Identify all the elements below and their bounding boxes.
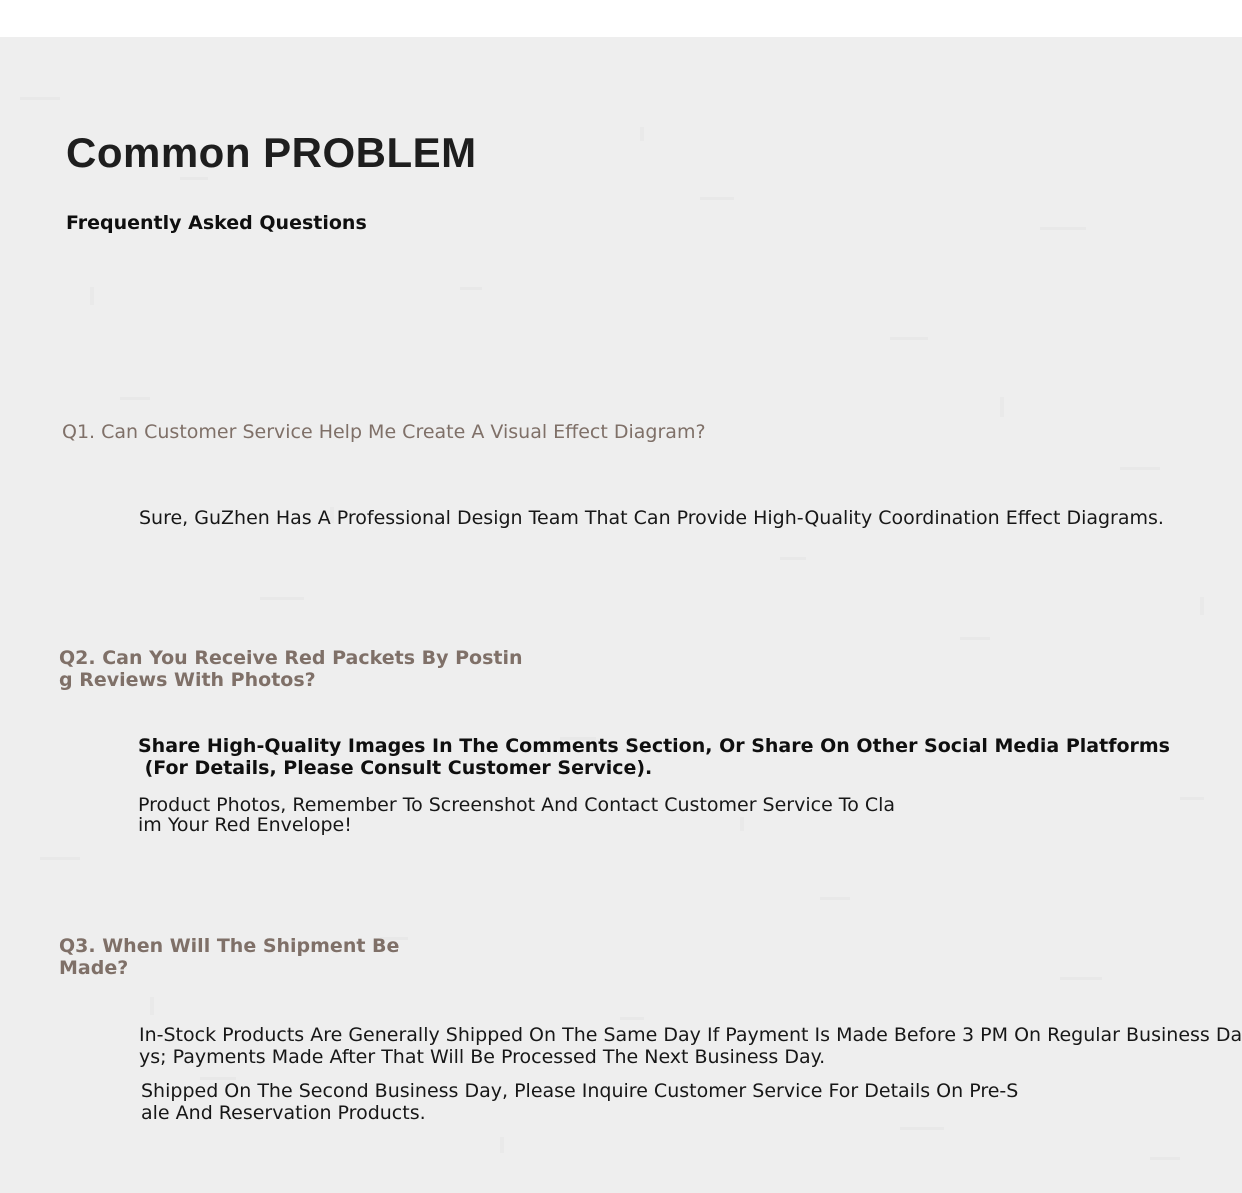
faq-question-3-line-1: Q3. When Will The Shipment Be: [59, 935, 400, 957]
faq-answer-3b-line-1: Shipped On The Second Business Day, Please Inquire Customer Service For Details On Pre-S: [141, 1080, 1019, 1102]
faq-answer-2a-line-1: Share High-Quality Images In The Comments Section, Or Share On Other Social Media Platforms: [138, 735, 1170, 757]
faq-question-2: [59, 647, 523, 691]
faq-answer-2a: [138, 735, 1170, 779]
faq-answer-1: Sure, GuZhen Has A Professional Design Team That Can Provide High-Quality Coordination Effect Diagrams.: [139, 507, 1164, 529]
faq-answer-2b: [138, 795, 895, 835]
faq-question-2-line-1: Q2. Can You Receive Red Packets By Postin: [59, 647, 523, 669]
faq-answer-2b-line-1: Product Photos, Remember To Screenshot And Contact Customer Service To Cla: [138, 794, 896, 816]
faq-answer-3b: [141, 1080, 1018, 1124]
background-texture: [0, 37, 1242, 1193]
faq-answer-3a-line-1: In-Stock Products Are Generally Shipped On The Same Day If Payment Is Made Before 3 PM On Regular Business Da: [139, 1024, 1242, 1046]
faq-answer-3b-line-2: ale And Reservation Products.: [141, 1102, 426, 1124]
faq-question-2-line-2: g Reviews With Photos?: [59, 669, 316, 691]
faq-question-3-line-2: Made?: [59, 957, 129, 979]
faq-answer-3a: [139, 1024, 1242, 1068]
faq-panel: [0, 37, 1242, 1193]
top-strip: [0, 0, 1242, 37]
page-title: Common PROBLEM: [66, 129, 477, 176]
page-subtitle: Frequently Asked Questions: [66, 212, 367, 234]
faq-answer-2b-line-2: im Your Red Envelope!: [138, 814, 352, 836]
faq-question-1: Q1. Can Customer Service Help Me Create A Visual Effect Diagram?: [62, 421, 706, 443]
faq-answer-2a-line-2: (For Details, Please Consult Customer Service).: [138, 757, 653, 779]
faq-answer-3a-line-2: ys; Payments Made After That Will Be Processed The Next Business Day.: [139, 1046, 826, 1068]
faq-question-3: [59, 935, 399, 979]
